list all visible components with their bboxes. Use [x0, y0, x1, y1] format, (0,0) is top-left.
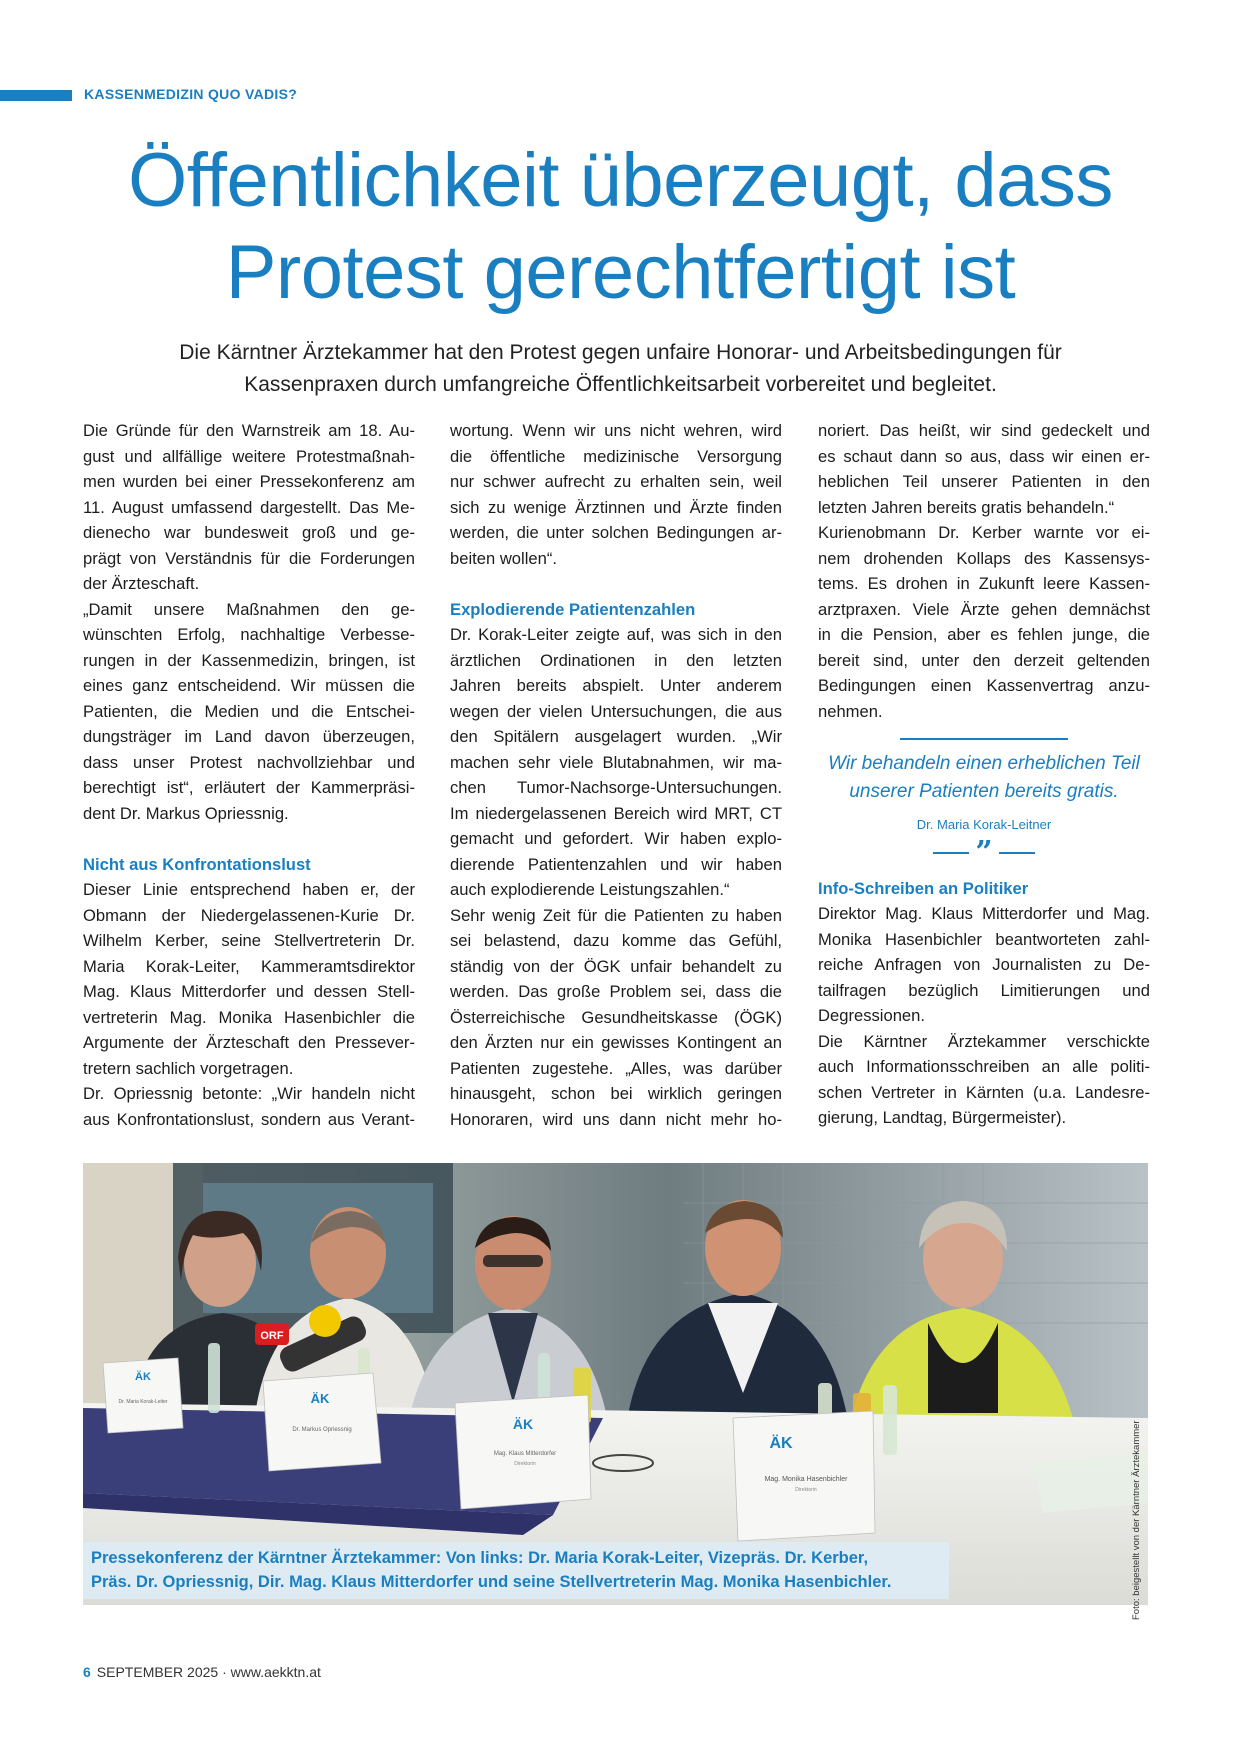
- text-line: bereit sind, unter den derzeit geltenden: [818, 650, 1150, 670]
- section-kicker: KASSENMEDIZIN QUO VADIS?: [84, 86, 298, 102]
- paragraph: [450, 418, 782, 571]
- text-line: ständig von der ÖGK unfair behandelt zu: [450, 956, 782, 976]
- text-line: Honoraren, wird uns dann nicht mehr ho-: [450, 1109, 782, 1129]
- text-line: nem drohenden Kollaps des Kassensys-: [818, 548, 1150, 568]
- kicker-bar: [0, 90, 72, 101]
- svg-text:Direktorin: Direktorin: [795, 1487, 817, 1493]
- svg-text:ÄK: ÄK: [135, 1371, 151, 1383]
- text-line: beiten wollen“.: [450, 548, 558, 568]
- text-line: Sehr wenig Zeit für die Patienten zu haben: [450, 905, 782, 925]
- text-line: chen Tumor-Nachsorge-Untersuchungen.: [450, 778, 782, 797]
- press-conference-photo: [83, 1163, 1148, 1605]
- text-line: werden. Das große Problem sei, dass die: [450, 982, 782, 1001]
- text-line: Im niedergelassenen Bereich wird MRT, CT: [450, 803, 782, 823]
- text-line: vertreterin Mag. Monika Hasenbichler die: [83, 1007, 415, 1027]
- subheading: Nicht aus Konfrontationslust: [83, 854, 311, 874]
- paragraph: [83, 597, 415, 827]
- text-line: „Damit unsere Maßnahmen den ge-: [83, 599, 415, 619]
- text-line: Dieser Linie entsprechend haben er, der: [83, 880, 415, 899]
- svg-text:Dr. Maria Korak-Leiter: Dr. Maria Korak-Leiter: [118, 1399, 168, 1405]
- name-card: [103, 1358, 183, 1433]
- text-line: die öffentliche medizinische Versorgung: [450, 446, 782, 466]
- text-line: auch Informationsschreiben an alle politi-: [818, 1057, 1150, 1076]
- text-line: tems. Es drohen in Zukunft leere Kassen-: [818, 574, 1150, 593]
- text-line: Österreichische Gesundheitskasse (ÖGK): [450, 1007, 782, 1027]
- text-line: den Ärzten nur ein gewisses Kontingent an: [450, 1033, 782, 1052]
- title-line: Protest gerechtfertigt ist: [225, 230, 1016, 315]
- text-line: wortung. Wenn wir uns nicht wehren, wird: [450, 421, 782, 440]
- website-link[interactable]: www.aekktn.at: [230, 1664, 321, 1680]
- paragraph: [818, 1029, 1150, 1131]
- svg-text:ÄK: ÄK: [512, 1416, 534, 1432]
- svg-text:ÄK: ÄK: [310, 1391, 330, 1406]
- pull-quote-text: [818, 750, 1150, 806]
- text-line: machen sehr viele Blutabnahmen, wir ma-: [450, 752, 782, 772]
- text-line: werden, die unter solchen Bedingungen ar-: [450, 523, 782, 542]
- text-line: Monika Hasenbichler beantworteten zahl-: [818, 929, 1150, 949]
- text-line: eines ganz entscheidend. Wir müssen die: [83, 676, 415, 695]
- paragraph: [818, 901, 1150, 1029]
- text-line: den Spitälern ausgelagert wurden. „Wir: [450, 727, 782, 746]
- text-line: der Ärzteschaft.: [83, 574, 200, 593]
- text-line: arztpraxen. Viele Ärzte gehen demnächst: [818, 599, 1150, 619]
- text-line: gemacht und gefordert. Wir haben explo-: [450, 829, 782, 848]
- paragraph: [450, 903, 782, 1133]
- pull-quote-author: Dr. Maria Korak-Leitner: [916, 817, 1052, 832]
- text-line: nur schwer aufrecht zu erhalten sein, weil: [450, 472, 782, 491]
- column-2: [450, 418, 782, 1132]
- subheading: Explodierende Patientenzahlen: [450, 599, 696, 619]
- text-line: dienecho war bundesweit groß und ge-: [83, 523, 415, 542]
- pull-quote-line: unserer Patienten bereits gratis.: [849, 781, 1119, 802]
- text-line: Die Gründe für den Warnstreik am 18. Au-: [83, 421, 415, 440]
- lead-line: Die Kärntner Ärztekammer hat den Protest gegen unfaire Honorar- und Arbeitsbedingungen für: [179, 341, 1062, 364]
- footer-separator: ·: [222, 1664, 227, 1680]
- svg-text:ÄK: ÄK: [769, 1435, 793, 1452]
- text-line: Direktor Mag. Klaus Mitterdorfer und Mag.: [818, 904, 1150, 923]
- column-3: [818, 418, 1150, 1131]
- caption-line: Pressekonferenz der Kärntner Ärztekammer: Von links: Dr. Maria Korak-Leiter, Vizepräs. Dr. Kerber,: [91, 1549, 869, 1567]
- text-line: in die Pension, aber es fehlen junge, die: [818, 625, 1150, 644]
- text-line: ärztlichen Ordinationen in den letzten: [450, 650, 782, 670]
- text-line: dent Dr. Markus Opriessnig.: [83, 803, 289, 823]
- paragraph: [83, 1081, 415, 1132]
- text-line: tailfragen bezüglich Limitierungen und: [818, 980, 1150, 1000]
- text-line: reiche Anfragen von Journalisten zu De-: [818, 955, 1150, 974]
- text-line: sei belastend, dazu komme das Gefühl,: [450, 931, 782, 950]
- text-line: tretern sachlich vorgetragen.: [83, 1058, 294, 1078]
- text-line: gust und allfällige weitere Protestmaßnah-: [83, 446, 415, 466]
- svg-text:Direktorin: Direktorin: [514, 1461, 536, 1467]
- text-line: auch explodierende Leistungszahlen.“: [450, 880, 730, 899]
- text-line: berechtigt ist“, erläutert der Kammerpräsi-: [83, 778, 415, 797]
- paragraph: [83, 418, 415, 597]
- article-title: [60, 135, 1181, 319]
- name-card: [455, 1395, 591, 1509]
- text-line: gierung, Landtag, Bürgermeister).: [818, 1108, 1067, 1127]
- column-1: [83, 418, 415, 1132]
- text-line: dierende Patientenzahlen und wir haben: [450, 854, 782, 874]
- text-line: dungsträger im Land davon überzeugen,: [83, 727, 415, 746]
- page-number: 6: [83, 1664, 91, 1680]
- text-line: letzten Jahren bereits gratis behandeln.“: [818, 497, 1115, 517]
- text-line: noriert. Das heißt, wir sind gedeckelt und: [818, 421, 1150, 440]
- text-line: schen Vertreter in Kärnten (u.a. Landesre-: [818, 1082, 1150, 1102]
- photo-credit: Foto: beigestellt von der Kärntner Ärztekammer: [1131, 1420, 1142, 1620]
- pull-quote-line: Wir behandeln einen erheblichen Teil: [828, 753, 1140, 774]
- text-line: nehmen.: [818, 701, 883, 721]
- text-line: es schaut dann so aus, dass wir einen er-: [818, 446, 1150, 466]
- svg-text:Dr. Markus Opriessnig: Dr. Markus Opriessnig: [292, 1427, 352, 1433]
- article-lead: [90, 337, 1151, 401]
- mic-label: ORF: [260, 1330, 284, 1342]
- subheading: Info-Schreiben an Politiker: [818, 878, 1029, 898]
- caption-line: Präs. Dr. Opriessnig, Dir. Mag. Klaus Mitterdorfer und seine Stellvertreterin Mag. Monika Hasenbichler.: [91, 1573, 892, 1591]
- text-line: Dr. Korak-Leiter zeigte auf, was sich in den: [450, 625, 782, 644]
- lead-line: Kassenpraxen durch umfangreiche Öffentlichkeitsarbeit vorbereitet und begleitet.: [244, 373, 997, 396]
- text-line: Jahren bereits abspielt. Unter anderem: [450, 676, 782, 695]
- text-line: Dr. Opriessnig betonte: „Wir handeln nicht: [83, 1084, 415, 1103]
- text-line: Obmann der Niedergelassenen-Kurie Dr.: [83, 905, 415, 925]
- svg-text:Mag. Klaus Mitterdorfer: Mag. Klaus Mitterdorfer: [493, 1451, 557, 1457]
- text-line: Die Kärntner Ärztekammer verschickte: [818, 1031, 1150, 1051]
- text-line: wegen der vielen Untersuchungen, die aus: [450, 701, 782, 721]
- text-line: Kurienobmann Dr. Kerber warnte vor ei-: [818, 523, 1150, 542]
- photo-caption: [83, 1542, 949, 1599]
- text-line: aus Konfrontationslust, sondern aus Verant-: [83, 1109, 415, 1129]
- text-line: Patienten, die Medien und die Entschei-: [83, 701, 415, 721]
- text-line: prägt von Verständnis für die Forderungen: [83, 548, 415, 568]
- quote-mark-icon: ”: [818, 842, 1150, 864]
- text-line: Patienten zugestehe. „Alles, was darüber: [450, 1058, 782, 1078]
- text-line: hinausgeht, schon bei wirklich geringen: [450, 1084, 782, 1103]
- text-line: Bedingungen einen Kassenvertrag anzu-: [818, 676, 1150, 695]
- svg-text:Mag. Monika Hasenbichler: Mag. Monika Hasenbichler: [764, 1476, 848, 1483]
- paragraph: [818, 520, 1150, 724]
- text-line: Wilhelm Kerber, seine Stellvertreterin Dr.: [83, 931, 415, 950]
- issue-label: SEPTEMBER 2025: [96, 1664, 219, 1680]
- text-line: dass unser Protest nachvollziehbar und: [83, 752, 415, 772]
- title-line: Öffentlichkeit überzeugt, dass: [128, 138, 1113, 223]
- name-card: [733, 1411, 875, 1541]
- text-line: Mag. Klaus Mitterdorfer und dessen Stell-: [83, 982, 415, 1001]
- paragraph: [450, 622, 782, 903]
- paragraph: [83, 877, 415, 1081]
- text-line: men wurden bei einer Pressekonferenz am: [83, 472, 415, 491]
- page-footer: [83, 1664, 321, 1680]
- text-line: Maria Korak-Leiter, Kammeramtsdirektor: [83, 956, 415, 976]
- text-line: Degressionen.: [818, 1006, 926, 1025]
- text-line: heblichen Teil unserer Patienten in den: [818, 472, 1150, 491]
- paragraph: [818, 418, 1150, 520]
- text-line: Argumente der Ärzteschaft den Pressever-: [83, 1033, 415, 1052]
- name-card: [263, 1373, 381, 1471]
- text-line: rungen in der Kassenmedizin, bringen, ist: [83, 650, 415, 670]
- text-line: 11. August umfassend dargestellt. Das Me-: [83, 497, 415, 517]
- text-line: sich zu wenige Ärztinnen und Ärzte finden: [450, 497, 782, 517]
- text-line: wünschten Erfolg, nachhaltige Verbesse-: [83, 625, 415, 644]
- pull-quote: [818, 738, 1150, 870]
- pull-quote-rule: [900, 738, 1068, 740]
